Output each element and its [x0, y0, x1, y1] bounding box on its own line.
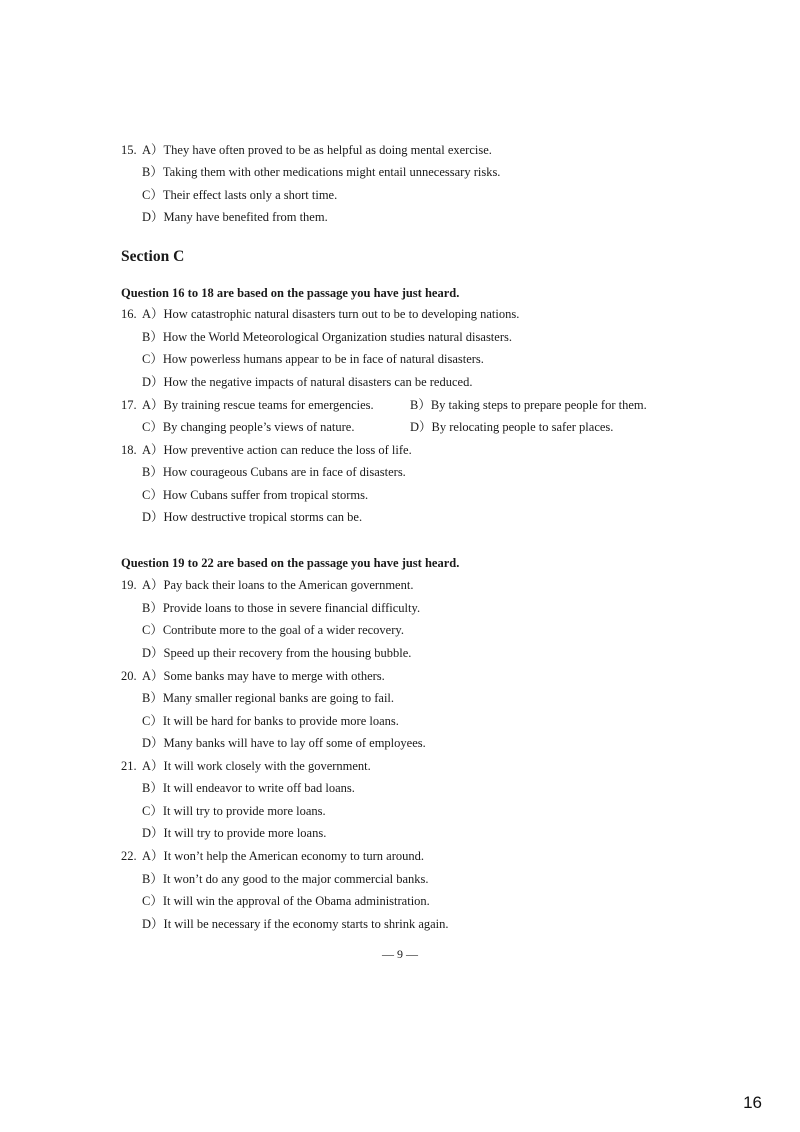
option-d: D）Many have benefited from them.: [142, 210, 328, 224]
option-c: C）By changing people’s views of nature.: [142, 420, 355, 434]
option-a: A）It won’t help the American economy to turn around.: [142, 849, 424, 863]
section-c-heading: Section C: [121, 248, 185, 265]
option-a: A）Pay back their loans to the American government.: [142, 578, 414, 592]
question-number: 16.: [121, 307, 137, 321]
option-b: B）Taking them with other medications might entail unnecessary risks.: [142, 165, 501, 179]
option-b: B）Provide loans to those in severe financial difficulty.: [142, 601, 421, 615]
option-b: B）Many smaller regional banks are going to fail.: [142, 691, 395, 705]
question-number: 20.: [121, 669, 137, 683]
option-a: A）Some banks may have to merge with others.: [142, 669, 385, 683]
page-footer-number: — 9 —: [382, 947, 418, 961]
option-d: D）It will be necessary if the economy starts to shrink again.: [142, 917, 449, 931]
question-number: 22.: [121, 849, 137, 863]
option-b: B）It will endeavor to write off bad loans.: [142, 781, 355, 795]
option-b: B）How the World Meteorological Organization studies natural disasters.: [142, 330, 512, 344]
option-c: C）Contribute more to the goal of a wider recovery.: [142, 623, 404, 637]
question-number: 19.: [121, 578, 137, 592]
option-d: D）Speed up their recovery from the housing bubble.: [142, 646, 412, 660]
question-group-heading: Question 16 to 18 are based on the passage you have just heard.: [121, 286, 460, 300]
option-a: A）How preventive action can reduce the loss of life.: [142, 443, 412, 457]
option-c: C）Their effect lasts only a short time.: [142, 188, 338, 202]
option-a: A）How catastrophic natural disasters turn out to be to developing nations.: [142, 307, 520, 321]
option-c: C）It will be hard for banks to provide more loans.: [142, 714, 399, 728]
option-c: C）How powerless humans appear to be in face of natural disasters.: [142, 352, 484, 366]
option-a: A）They have often proved to be as helpful as doing mental exercise.: [142, 143, 492, 157]
option-c: C）How Cubans suffer from tropical storms.: [142, 488, 369, 502]
option-a: A）By training rescue teams for emergencies.: [142, 398, 374, 412]
option-c: C）It will try to provide more loans.: [142, 804, 326, 818]
option-d: D）Many banks will have to lay off some of employees.: [142, 736, 426, 750]
option-d: D）How the negative impacts of natural disasters can be reduced.: [142, 375, 473, 389]
question-number: 21.: [121, 759, 137, 773]
question-number: 17.: [121, 398, 137, 412]
option-d: D）By relocating people to safer places.: [410, 420, 614, 434]
option-a: A）It will work closely with the government.: [142, 759, 371, 773]
option-d: D）How destructive tropical storms can be.: [142, 510, 363, 524]
question-number: 15.: [121, 143, 137, 157]
corner-page-number: 16: [743, 1093, 762, 1112]
option-c: C）It will win the approval of the Obama administration.: [142, 894, 430, 908]
option-b: B）How courageous Cubans are in face of disasters.: [142, 465, 406, 479]
option-b: B）By taking steps to prepare people for them.: [410, 398, 647, 412]
question-number: 18.: [121, 443, 137, 457]
question-group-heading: Question 19 to 22 are based on the passage you have just heard.: [121, 556, 460, 570]
option-d: D）It will try to provide more loans.: [142, 826, 327, 840]
option-b: B）It won’t do any good to the major commercial banks.: [142, 872, 429, 886]
